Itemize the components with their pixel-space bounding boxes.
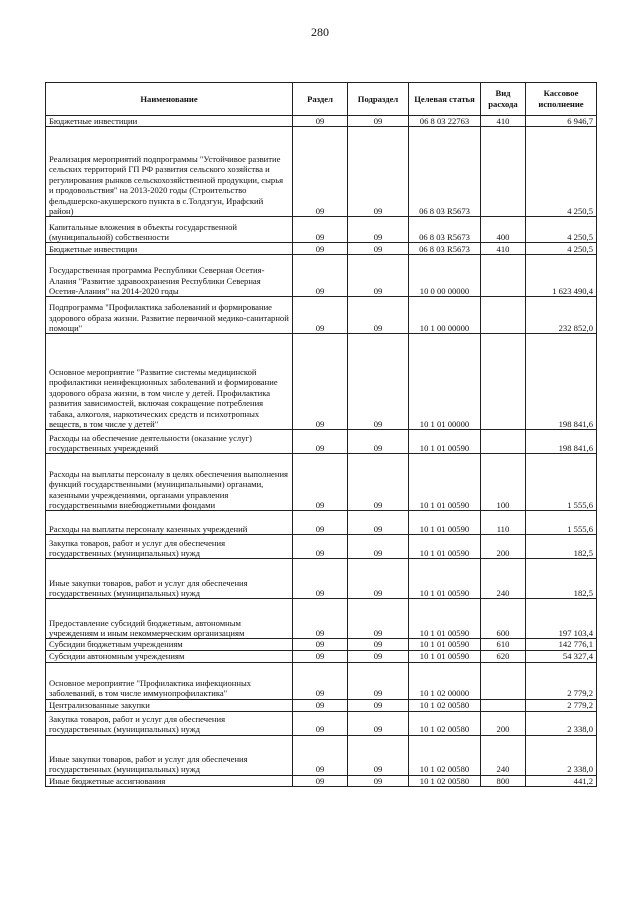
table-row	[46, 511, 597, 535]
row-expense-type: 110	[481, 511, 526, 535]
row-target-article: 06 8 03 R5673	[409, 243, 481, 255]
row-name: Бюджетные инвестиции	[46, 243, 293, 255]
header-expense-type: Вид расхода	[481, 83, 526, 116]
row-target-article: 10 1 02 00580	[409, 775, 481, 786]
row-expense-type: 240	[481, 735, 526, 775]
table-header-row	[46, 83, 597, 116]
table-row	[46, 334, 597, 430]
row-section: 09	[293, 639, 348, 650]
row-section: 09	[293, 217, 348, 243]
row-name: Предоставление субсидий бюджетным, автономным учреждениям и иным некоммерческим организациям	[46, 599, 293, 639]
row-name: Бюджетные инвестиции	[46, 116, 293, 127]
header-section: Раздел	[293, 83, 348, 116]
row-target-article: 10 1 01 00590	[409, 650, 481, 662]
table-row	[46, 735, 597, 775]
row-expense-type: 610	[481, 639, 526, 650]
row-expense-type: 410	[481, 243, 526, 255]
row-target-article: 10 0 00 00000	[409, 255, 481, 297]
row-expense-type: 620	[481, 650, 526, 662]
row-amount: 232 852,0	[526, 297, 597, 334]
row-section: 09	[293, 334, 348, 430]
row-name: Капитальные вложения в объекты государственной (муниципальной) собственности	[46, 217, 293, 243]
row-target-article: 10 1 01 00590	[409, 639, 481, 650]
row-target-article: 10 1 01 00590	[409, 559, 481, 599]
row-subsection: 09	[348, 735, 409, 775]
row-expense-type	[481, 699, 526, 711]
row-name: Расходы на выплаты персоналу казенных учреждений	[46, 511, 293, 535]
row-section: 09	[293, 699, 348, 711]
table-row	[46, 430, 597, 454]
table-row	[46, 662, 597, 699]
row-name: Закупка товаров, работ и услуг для обеспечения государственных (муниципальных) нужд	[46, 711, 293, 735]
row-amount: 142 776,1	[526, 639, 597, 650]
row-subsection: 09	[348, 599, 409, 639]
header-subsection: Подраздел	[348, 83, 409, 116]
row-section: 09	[293, 511, 348, 535]
table-row	[46, 775, 597, 786]
row-amount: 182,5	[526, 559, 597, 599]
table-row	[46, 711, 597, 735]
row-subsection: 09	[348, 217, 409, 243]
row-section: 09	[293, 735, 348, 775]
row-section: 09	[293, 116, 348, 127]
header-cash-execution: Кассовое исполнение	[526, 83, 597, 116]
row-name: Расходы на выплаты персоналу в целях обеспечения выполнения функций государственными (муниципальными) органами, казенными учреждениями, органами управления государственными внебюджетными фондами	[46, 454, 293, 511]
page-number: 280	[311, 25, 329, 39]
table-row	[46, 297, 597, 334]
row-subsection: 09	[348, 454, 409, 511]
row-subsection: 09	[348, 430, 409, 454]
row-target-article: 10 1 00 00000	[409, 297, 481, 334]
row-target-article: 10 1 01 00590	[409, 430, 481, 454]
row-target-article: 10 1 02 00000	[409, 662, 481, 699]
row-expense-type	[481, 334, 526, 430]
row-amount: 198 841,6	[526, 334, 597, 430]
row-target-article: 10 1 02 00580	[409, 711, 481, 735]
row-section: 09	[293, 243, 348, 255]
row-target-article: 10 1 01 00000	[409, 334, 481, 430]
row-target-article: 10 1 02 00580	[409, 735, 481, 775]
row-expense-type	[481, 127, 526, 217]
header-name: Наименование	[46, 83, 293, 116]
row-amount: 1 555,6	[526, 511, 597, 535]
row-section: 09	[293, 127, 348, 217]
table-row	[46, 535, 597, 559]
row-section: 09	[293, 650, 348, 662]
table-row	[46, 217, 597, 243]
row-expense-type	[481, 255, 526, 297]
row-subsection: 09	[348, 334, 409, 430]
row-expense-type	[481, 430, 526, 454]
row-name: Закупка товаров, работ и услуг для обеспечения государственных (муниципальных) нужд	[46, 535, 293, 559]
row-amount: 2 779,2	[526, 662, 597, 699]
table-row	[46, 599, 597, 639]
row-amount: 1 555,6	[526, 454, 597, 511]
row-name: Расходы на обеспечение деятельности (оказание услуг) государственных учреждений	[46, 430, 293, 454]
row-section: 09	[293, 535, 348, 559]
row-target-article: 06 8 03 R5673	[409, 127, 481, 217]
row-expense-type	[481, 662, 526, 699]
budget-table	[45, 82, 597, 787]
row-subsection: 09	[348, 511, 409, 535]
row-name: Государственная программа Республики Северная Осетия-Алания "Развитие здравоохранения Республики Северная Осетия-Алания" на 2014-2020 годы	[46, 255, 293, 297]
row-section: 09	[293, 430, 348, 454]
table-row	[46, 243, 597, 255]
row-target-article: 10 1 01 00590	[409, 599, 481, 639]
row-subsection: 09	[348, 699, 409, 711]
row-subsection: 09	[348, 559, 409, 599]
row-section: 09	[293, 775, 348, 786]
row-amount: 2 338,0	[526, 735, 597, 775]
row-target-article: 10 1 01 00590	[409, 454, 481, 511]
table-row	[46, 559, 597, 599]
row-expense-type: 200	[481, 535, 526, 559]
row-target-article: 10 1 01 00590	[409, 535, 481, 559]
row-name: Централизованные закупки	[46, 699, 293, 711]
row-name: Иные закупки товаров, работ и услуг для обеспечения государственных (муниципальных) нужд	[46, 559, 293, 599]
row-expense-type: 240	[481, 559, 526, 599]
row-name: Реализация мероприятий подпрограммы "Устойчивое развитие сельских территорий ГП РФ развития сельского хозяйства и регулирования рынков сельскохозяйственной продукции, сырья и продовольствия" на 2013-2020 годы (Строительство фельдшерско-акушерского пункта в с.Толдзгун, Ирафский район)	[46, 127, 293, 217]
table-body	[46, 116, 597, 787]
row-amount: 2 338,0	[526, 711, 597, 735]
row-subsection: 09	[348, 650, 409, 662]
row-subsection: 09	[348, 243, 409, 255]
row-amount: 4 250,5	[526, 217, 597, 243]
row-name: Субсидии бюджетным учреждениям	[46, 639, 293, 650]
row-expense-type: 200	[481, 711, 526, 735]
row-section: 09	[293, 711, 348, 735]
row-target-article: 10 1 01 00590	[409, 511, 481, 535]
table-row	[46, 650, 597, 662]
header-target-article: Целевая статья	[409, 83, 481, 116]
row-target-article: 06 8 03 R5673	[409, 217, 481, 243]
row-subsection: 09	[348, 639, 409, 650]
row-name: Основное мероприятие "Профилактика инфекционных заболеваний, в том числе иммунопрофилактика"	[46, 662, 293, 699]
row-expense-type: 100	[481, 454, 526, 511]
row-subsection: 09	[348, 255, 409, 297]
row-subsection: 09	[348, 711, 409, 735]
row-amount: 197 103,4	[526, 599, 597, 639]
row-subsection: 09	[348, 775, 409, 786]
row-expense-type: 600	[481, 599, 526, 639]
row-subsection: 09	[348, 116, 409, 127]
row-section: 09	[293, 454, 348, 511]
table-row	[46, 127, 597, 217]
table-row	[46, 255, 597, 297]
row-name: Основное мероприятие "Развитие системы медицинской профилактики неинфекционных заболеваний и формирование здорового образа жизни, в том числе у детей. Профилактика развития зависимостей, включая сокращение потребления табака, алкоголя, наркотических средств и психотропных веществ, в том числе у детей"	[46, 334, 293, 430]
row-amount: 1 623 490,4	[526, 255, 597, 297]
row-expense-type	[481, 297, 526, 334]
row-expense-type: 800	[481, 775, 526, 786]
row-subsection: 09	[348, 662, 409, 699]
table-row	[46, 639, 597, 650]
row-name: Субсидии автономным учреждениям	[46, 650, 293, 662]
table-row	[46, 454, 597, 511]
row-amount: 54 327,4	[526, 650, 597, 662]
row-amount: 6 946,7	[526, 116, 597, 127]
row-section: 09	[293, 599, 348, 639]
row-target-article: 10 1 02 00580	[409, 699, 481, 711]
row-name: Иные бюджетные ассигнования	[46, 775, 293, 786]
row-amount: 441,2	[526, 775, 597, 786]
row-amount: 4 250,5	[526, 243, 597, 255]
row-subsection: 09	[348, 297, 409, 334]
row-expense-type: 410	[481, 116, 526, 127]
row-target-article: 06 8 03 22763	[409, 116, 481, 127]
row-amount: 2 779,2	[526, 699, 597, 711]
row-amount: 182,5	[526, 535, 597, 559]
row-subsection: 09	[348, 535, 409, 559]
row-subsection: 09	[348, 127, 409, 217]
row-amount: 198 841,6	[526, 430, 597, 454]
row-amount: 4 250,5	[526, 127, 597, 217]
row-section: 09	[293, 255, 348, 297]
table-row	[46, 699, 597, 711]
row-section: 09	[293, 559, 348, 599]
row-section: 09	[293, 297, 348, 334]
row-expense-type: 400	[481, 217, 526, 243]
row-name: Иные закупки товаров, работ и услуг для обеспечения государственных (муниципальных) нужд	[46, 735, 293, 775]
row-name: Подпрограмма "Профилактика заболеваний и формирование здорового образа жизни. Развитие первичной медико-санитарной помощи"	[46, 297, 293, 334]
table-row	[46, 116, 597, 127]
row-section: 09	[293, 662, 348, 699]
